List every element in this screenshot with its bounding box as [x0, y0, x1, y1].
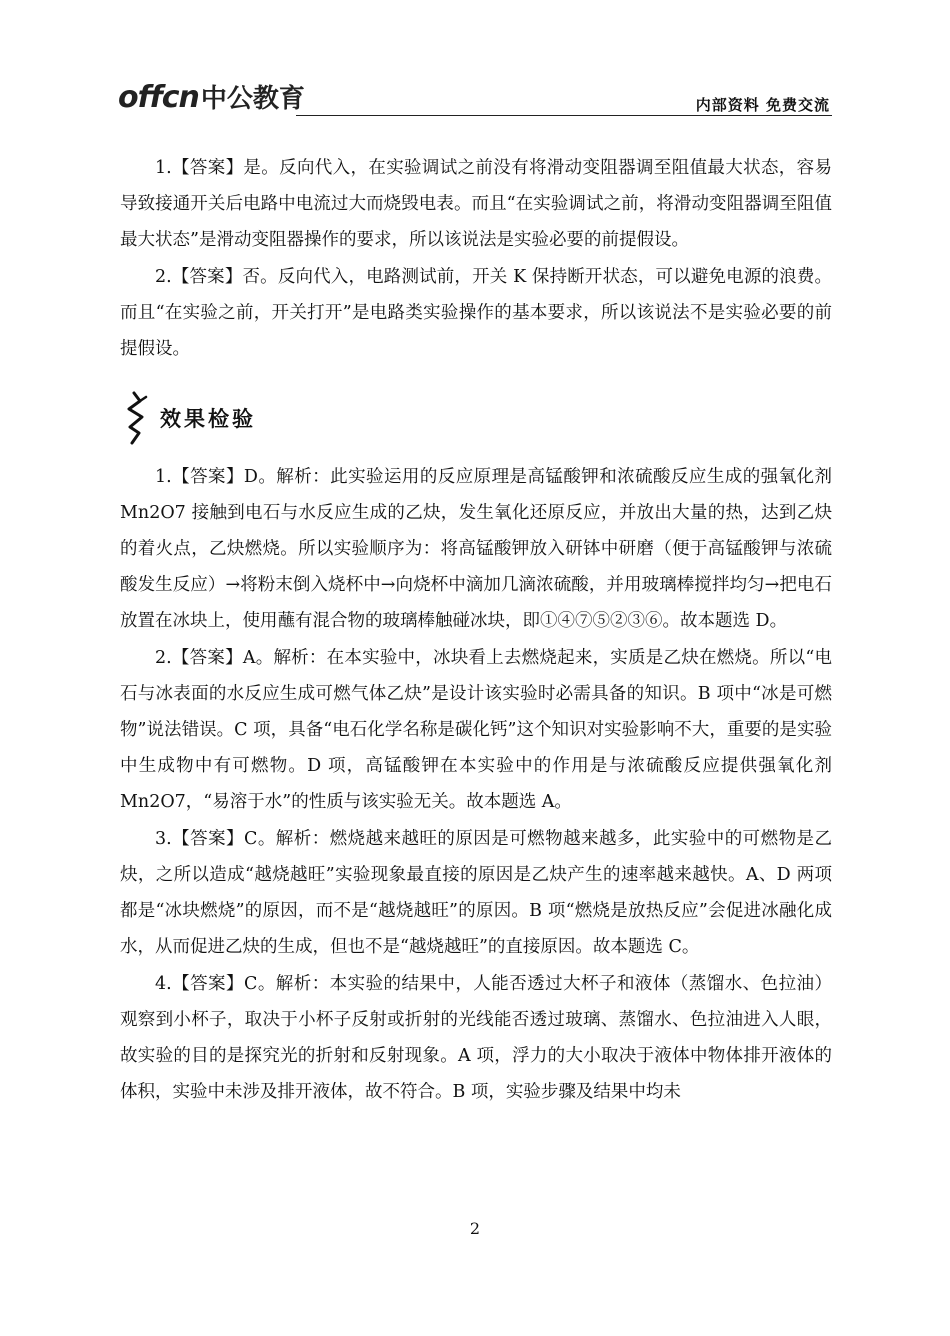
explanation-paragraph-1: 1.【答案】D。解析：此实验运用的反应原理是高锰酸钾和浓硫酸反应生成的强氧化剂 Mn2O7 接触到电石与水反应生成的乙炔，发生氧化还原反应，并放出大量的热，达到乙炔的着火点，乙炔燃烧。所以实验顺序为：将高锰酸钾放入研钵中研磨（便于高锰酸钾与浓硫酸发生反应）→将粉末倒入烧杯中→向烧杯中滴加几滴浓硫酸，并用玻璃棒搅拌均匀→把电石放置在冰块上，使用蘸有混合物的玻璃棒触碰冰块，即①④⑦⑤②③⑥。故本题选 D。	[120, 467, 832, 631]
section-heading	[120, 389, 832, 447]
explanation-paragraph-3: 3.【答案】C。解析：燃烧越来越旺的原因是可燃物越来越多，此实验中的可燃物是乙炔，之所以造成“越烧越旺”实验现象最直接的原因是乙炔产生的速率越来越快。A、D 两项都是“冰块燃烧”的原因，而不是“越烧越旺”的原因。B 项“燃烧是放热反应”会促进冰融化成水，从而促进乙炔的生成，但也不是“越烧越旺”的直接原因。故本题选 C。	[120, 829, 832, 957]
header-divider	[296, 115, 832, 116]
answer-paragraph-2: 2.【答案】否。反向代入，电路测试前，开关 K 保持断开状态，可以避免电源的浪费。而且“在实验之前，开关打开”是电路类实验操作的基本要求，所以该说法不是实验必要的前提假设。	[120, 267, 832, 359]
section-title-text: 效果检验	[160, 406, 256, 431]
header-tagline: 内部资料 免费交流	[695, 96, 830, 114]
explanation-paragraph-2: 2.【答案】A。解析：在本实验中，冰块看上去燃烧起来，实质是乙炔在燃烧。所以“电石与冰表面的水反应生成可燃气体乙炔”是设计该实验时必需具备的知识。B 项中“冰是可燃物”说法错误。C 项，具备“电石化学名称是碳化钙”这个知识对实验影响不大，重要的是实验中生成物中有可燃物。D 项，高锰酸钾在本实验中的作用是与浓硫酸反应提供强氧化剂 Mn2O7，“易溶于水”的性质与该实验无关。故本题选 A。	[120, 648, 832, 812]
page-header	[118, 78, 832, 118]
answer-paragraph-1: 1.【答案】是。反向代入，在实验调试之前没有将滑动变阻器调至阻值最大状态，容易导致接通开关后电路中电流过大而烧毁电表。而且“在实验调试之前，将滑动变阻器调至阻值最大状态”是滑动变阻器操作的要求，所以该说法是实验必要的前提假设。	[120, 158, 832, 250]
page-content	[120, 150, 832, 1110]
logo-chinese-text: 中公教育	[200, 84, 305, 114]
explanation-paragraph-4: 4.【答案】C。解析：本实验的结果中，人能否透过大杯子和液体（蒸馏水、色拉油）观察到小杯子，取决于小杯子反射或折射的光线能否透过玻璃、蒸馏水、色拉油进入人眼，故实验的目的是探究光的折射和反射现象。A 项，浮力的大小取决于液体中物体排开液体的体积，实验中未涉及排开液体，故不符合。B 项，实验步骤及结果中均未	[120, 974, 832, 1102]
lightning-bolt-icon	[120, 389, 154, 447]
logo-latin-text: offcn	[118, 80, 199, 115]
offcn-logo	[118, 78, 305, 115]
page-number: 2	[469, 1219, 481, 1238]
